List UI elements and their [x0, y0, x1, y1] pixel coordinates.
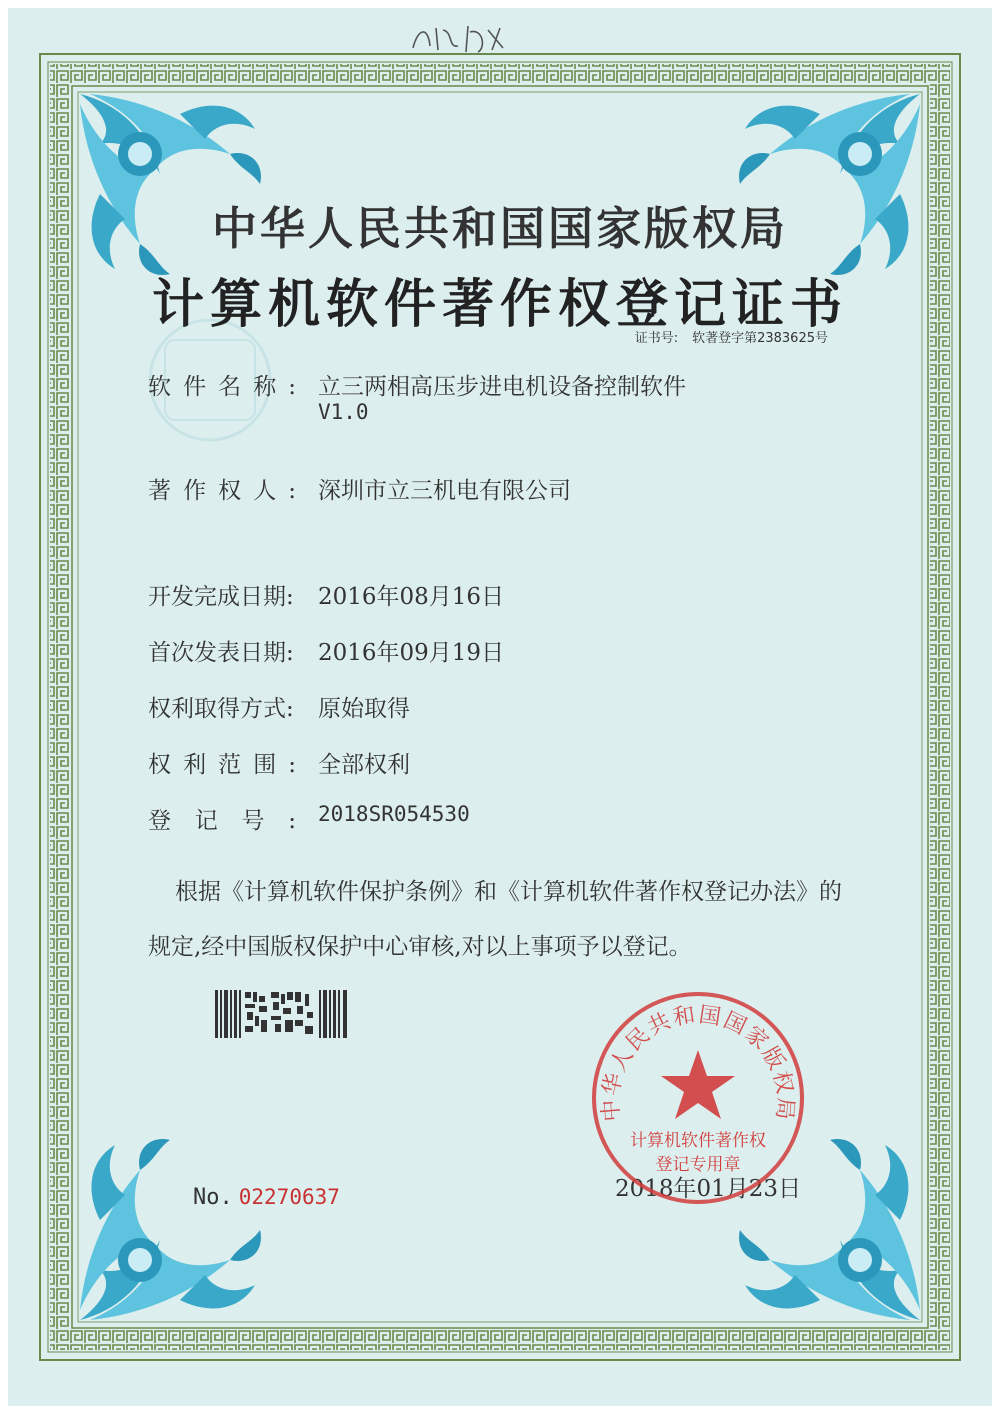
field-copyright-owner [148, 472, 296, 505]
field-label: 首次发表日期: [148, 640, 294, 666]
field-label: 登记号: [148, 808, 296, 834]
certificate-number-label: 证书号: [634, 331, 679, 346]
field-label: 开发完成日期: [148, 584, 294, 610]
field-value: 立三两相高压步进电机设备控制软件 [318, 374, 686, 400]
certificate-number-value: 软著登字第2383625号 [692, 331, 828, 346]
seal-ring-text: 中华人民共和国国家版权局 [598, 1002, 798, 1123]
seal-inner-line-2: 登记专用章 [655, 1155, 741, 1175]
field-value: 2016年08月16日 [318, 584, 505, 610]
serial-value: 02270637 [238, 1185, 340, 1209]
serial-prefix: No. [193, 1185, 233, 1210]
field-value: 2018SR054530 [318, 802, 470, 826]
statement-line-1: 根据《计算机软件保护条例》和《计算机软件著作权登记办法》的 [175, 879, 842, 905]
corner-ornament-bottom-left [80, 1139, 261, 1320]
field-value: 原始取得 [318, 696, 410, 722]
seal-star-icon [661, 1050, 735, 1119]
serial-number [193, 1185, 340, 1210]
field-label: 著作权人: [148, 478, 296, 504]
field-software-name [148, 368, 296, 401]
field-rights-scope [148, 746, 296, 779]
handwritten-note [408, 18, 518, 58]
seal-inner-line-1: 计算机软件著作权 [630, 1131, 766, 1151]
field-label: 权利范围: [148, 752, 296, 778]
certificate-title: 计算机软件著作权登记证书 [151, 274, 848, 335]
issuer-title: 中华人民共和国国家版权局 [211, 202, 788, 255]
field-registration-number [148, 802, 296, 835]
field-value: 全部权利 [318, 752, 410, 778]
certificate-number [635, 327, 828, 346]
field-value: 2016年09月19日 [318, 640, 505, 666]
field-value: 深圳市立三机电有限公司 [318, 478, 571, 504]
field-value-version: V1.0 [318, 400, 369, 424]
barcode [215, 990, 355, 1038]
statement-line-2: 规定,经中国版权保护中心审核,对以上事项予以登记。 [148, 934, 692, 960]
field-label: 软件名称: [148, 374, 296, 400]
official-seal [588, 988, 808, 1208]
issue-date: 2018年01月23日 [615, 1176, 802, 1202]
field-label: 权利取得方式: [148, 696, 294, 722]
